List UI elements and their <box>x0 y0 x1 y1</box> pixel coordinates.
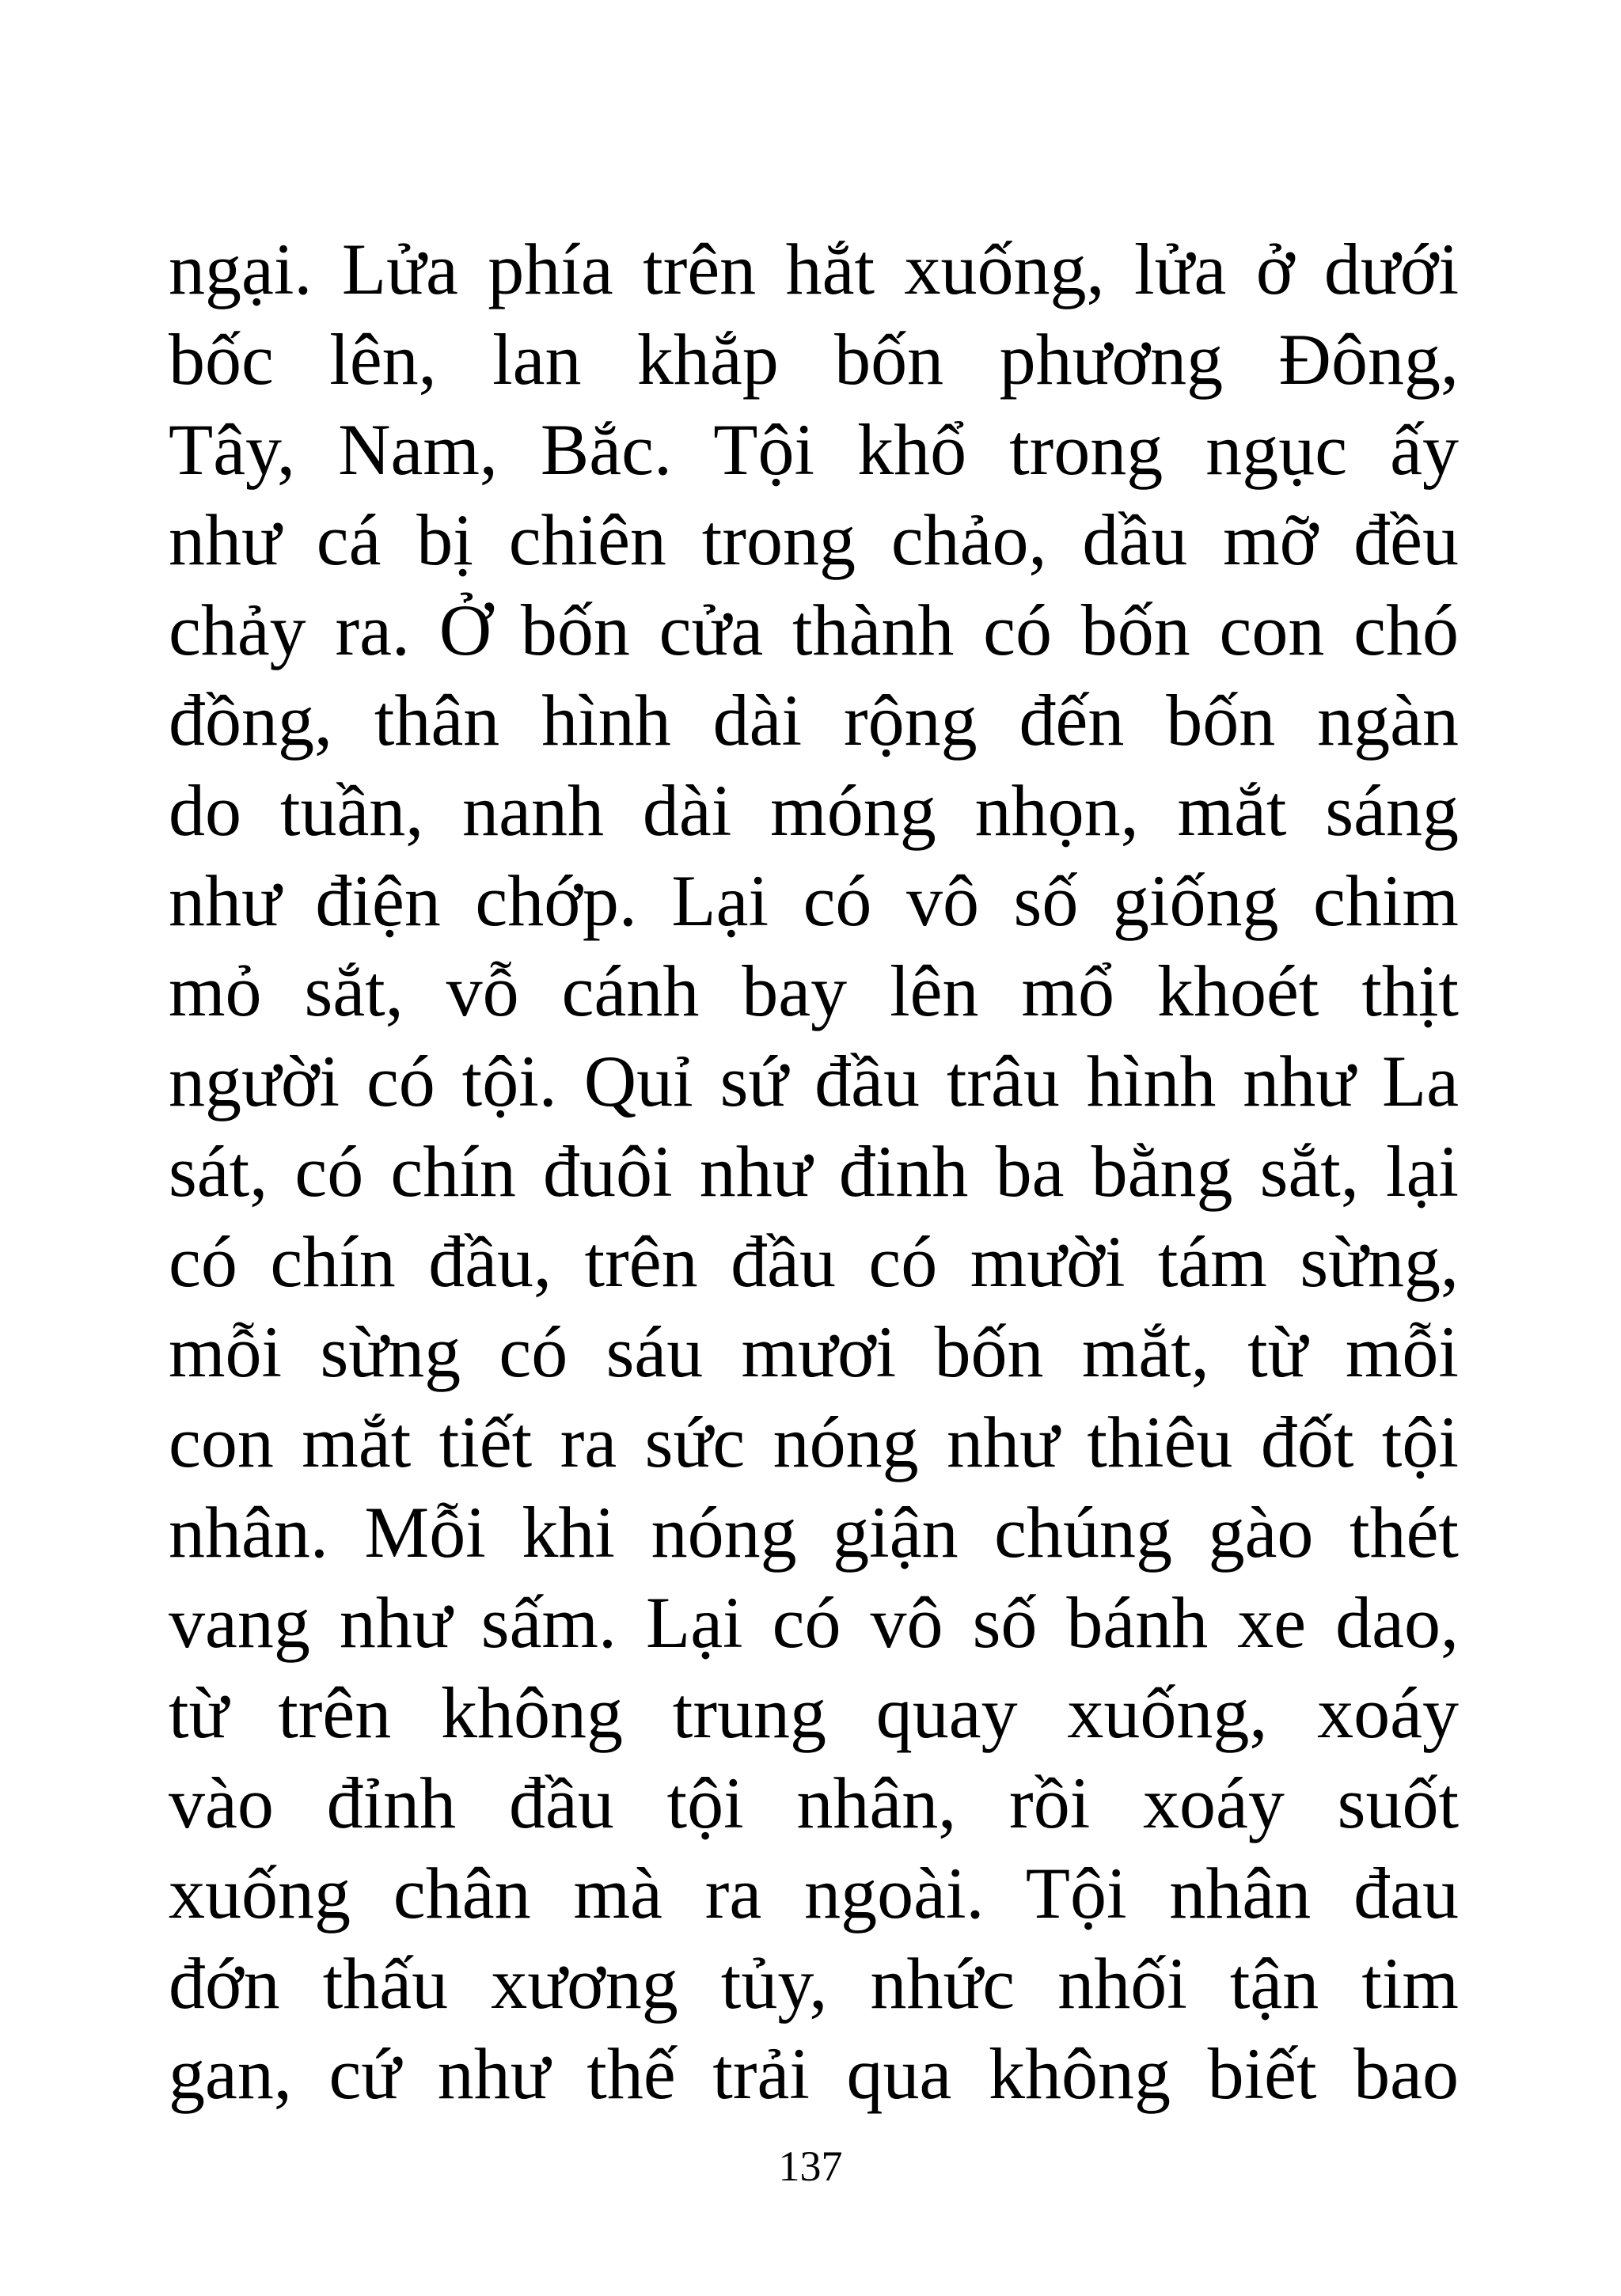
text-line: sát, có chín đuôi như đinh ba bằng sắt, lại <box>169 1131 1459 1212</box>
text-line: nhân. Mỗi khi nóng giận chúng gào thét <box>169 1492 1459 1573</box>
text-line: chảy ra. Ở bốn cửa thành có bốn con chó <box>169 590 1459 670</box>
text-line: mỗi sừng có sáu mươi bốn mắt, từ mỗi <box>169 1311 1459 1392</box>
page-number: 137 <box>778 2142 843 2190</box>
text-line: con mắt tiết ra sức nóng như thiêu đốt tội <box>169 1402 1459 1482</box>
text-line: ngại. Lửa phía trên hắt xuống, lửa ở dưới <box>169 229 1459 309</box>
text-line: người có tội. Quỉ sứ đầu trâu hình như La <box>169 1041 1459 1121</box>
text-line: vang như sấm. Lại có vô số bánh xe dao, <box>169 1582 1459 1663</box>
text-line: do tuần, nanh dài móng nhọn, mắt sáng <box>169 770 1459 851</box>
text-line: bốc lên, lan khắp bốn phương Đông, <box>169 319 1459 400</box>
text-line: từ trên không trung quay xuống, xoáy <box>169 1672 1459 1753</box>
text-line: xuống chân mà ra ngoài. Tội nhân đau <box>169 1853 1459 1934</box>
text-line: mỏ sắt, vỗ cánh bay lên mổ khoét thịt <box>169 951 1459 1031</box>
text-line: đớn thấu xương tủy, nhức nhối tận tim <box>169 1943 1459 2024</box>
text-line: gan, cứ như thế trải qua không biết bao <box>169 2033 1459 2114</box>
text-line: vào đỉnh đầu tội nhân, rồi xoáy suốt <box>169 1763 1459 1843</box>
body-text <box>169 224 1459 2119</box>
text-line: đồng, thân hình dài rộng đến bốn ngàn <box>169 680 1459 761</box>
text-line: như cá bị chiên trong chảo, dầu mỡ đều <box>169 499 1459 580</box>
text-line: như điện chớp. Lại có vô số giống chim <box>169 860 1459 941</box>
text-line: có chín đầu, trên đầu có mười tám sừng, <box>169 1221 1459 1302</box>
text-line: Tây, Nam, Bắc. Tội khổ trong ngục ấy <box>169 409 1459 490</box>
